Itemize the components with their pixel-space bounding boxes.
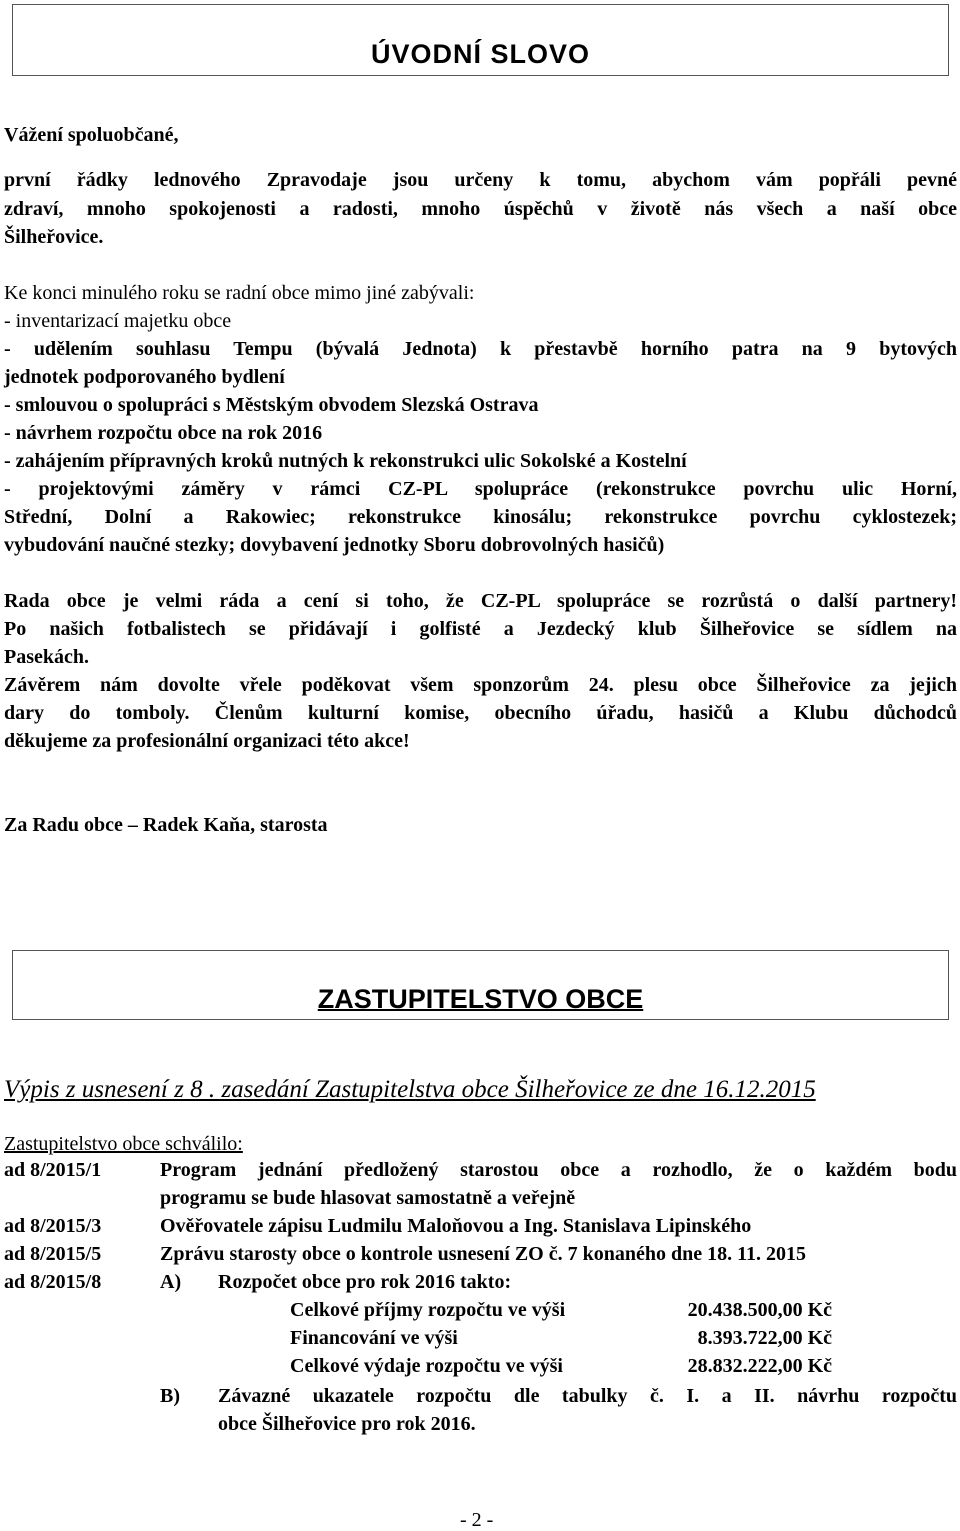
para2-line-10: vybudování naučné stezky; dovybavení jednotky Sboru dobrovolných hasičů) [4,534,665,556]
resolution-subtitle: Výpis z usnesení z 8 . zasedání Zastupitelstva obce Šilheřovice ze dne 16.12.2015 [4,1076,816,1103]
para2-line-8: - projektovými záměry v rámci CZ-PL spolupráce (rekonstrukce povrchu ulic Horní, [4,478,957,500]
budget-row-value: 28.832.222,00 Kč [687,1355,832,1377]
para2-line-9: Střední, Dolní a Rakowiec; rekonstrukce kinosálu; rekonstrukce povrchu cyklostezek; [4,506,957,528]
para3-line-6: děkujeme za profesionální organizaci této akce! [4,730,410,752]
resolution-id: ad 8/2015/5 [4,1243,102,1265]
page-number: - 2 - [460,1509,494,1531]
para3-line-4: Závěrem nám dovolte vřele poděkovat všem sponzorům 24. plesu obce Šilheřovice za jejich [4,674,957,696]
budget-row-value: 8.393.722,00 Kč [697,1327,832,1349]
budget-row-label: Financování ve výši [290,1327,458,1349]
budget-row-label: Celkové výdaje rozpočtu ve výši [290,1355,563,1377]
para1-line-3: Šilheřovice. [4,226,104,248]
approved-label: Zastupitelstvo obce schválilo: [4,1133,243,1155]
budget-row-value: 20.438.500,00 Kč [687,1299,832,1321]
resolution-text: Program jednání předložený starostou obce a rozhodlo, že o každém bodu [160,1159,957,1181]
resolution-text: programu se bude hlasovat samostatně a veřejně [160,1187,576,1209]
budget-a-text: Rozpočet obce pro rok 2016 takto: [218,1271,512,1293]
para2-line-4: jednotek podporovaného bydlení [4,366,285,388]
greeting: Vážení spoluobčané, [4,124,179,146]
para3-line-2: Po našich fotbalistech se přidávají i golfisté a Jezdecký klub Šilheřovice se sídlem na [4,618,957,640]
resolution-id: ad 8/2015/1 [4,1159,102,1181]
para2-line-7: - zahájením přípravných kroků nutných k rekonstrukci ulic Sokolské a Kostelní [4,450,687,472]
para2-line-5: - smlouvou o spolupráci s Městským obvodem Slezská Ostrava [4,394,539,416]
para1-line-2: zdraví, mnoho spokojenosti a radosti, mnoho úspěchů v životě nás všech a naší obce [4,198,957,220]
para2-line-2: - inventarizací majetku obce [4,310,232,332]
signature: Za Radu obce – Radek Kaňa, starosta [4,814,328,836]
para2-line-6: - návrhem rozpočtu obce na rok 2016 [4,422,323,444]
council-heading-box [12,950,949,1020]
resolution-text: Ověřovatele zápisu Ludmilu Maloňovou a Ing. Stanislava Lipinského [160,1215,752,1237]
budget-b-marker: B) [160,1385,180,1407]
resolution-text: Zprávu starosty obce o kontrole usnesení ZO č. 7 konaného dne 18. 11. 2015 [160,1243,807,1265]
budget-b-text: obce Šilheřovice pro rok 2016. [218,1413,476,1435]
intro-heading: ÚVODNÍ SLOVO [370,39,591,69]
resolution-id: ad 8/2015/3 [4,1215,102,1237]
para2-line-1: Ke konci minulého roku se radní obce mimo jiné zabývali: [4,282,475,304]
para3-line-3: Pasekách. [4,646,89,668]
resolution-id: ad 8/2015/8 [4,1271,102,1293]
budget-a-marker: A) [160,1271,182,1293]
budget-b-text: Závazné ukazatele rozpočtu dle tabulky č. I. a II. návrhu rozpočtu [218,1385,957,1407]
para2-line-3: - udělením souhlasu Tempu (bývalá Jednota) k přestavbě horního patra na 9 bytových [4,338,957,360]
budget-row-label: Celkové příjmy rozpočtu ve výši [290,1299,566,1321]
council-heading: ZASTUPITELSTVO OBCE [317,984,644,1014]
para3-line-5: dary do tomboly. Členům kulturní komise, obecního úřadu, hasičů a Klubu důchodců [4,702,957,724]
para1-line-1: první řádky lednového Zpravodaje jsou určeny k tomu, abychom vám popřáli pevné [4,169,957,191]
para3-line-1: Rada obce je velmi ráda a cení si toho, že CZ-PL spolupráce se rozrůstá o další partnery! [4,590,957,612]
intro-heading-box [12,4,949,76]
